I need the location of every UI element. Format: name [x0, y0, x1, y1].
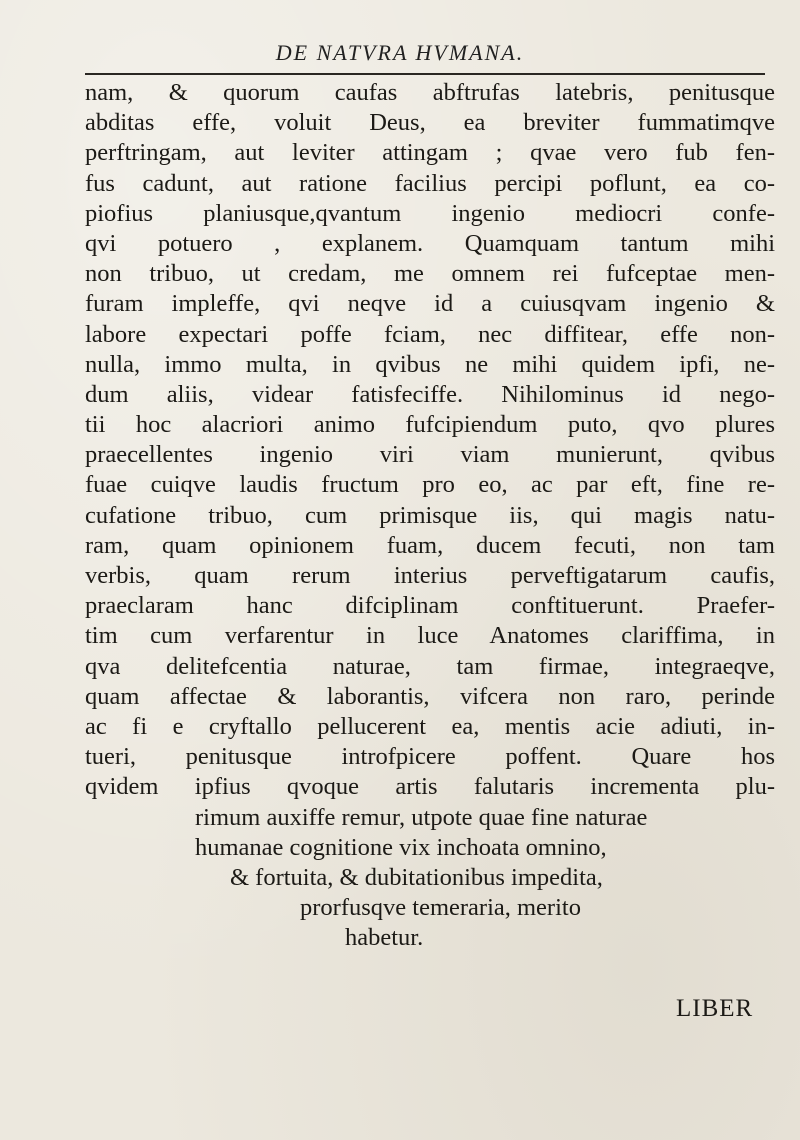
text-line: habetur. — [345, 924, 424, 952]
text-line: qvi potuero , explanem. Quamquam tantum mihi — [85, 229, 775, 257]
text-line: nam, & quorum caufas abftrufas latebris, penitusque — [85, 79, 775, 106]
text-line: tueri, penitusque introfpicere poffent. Quare hos — [85, 743, 775, 771]
text-line: rimum auxiffe remur, utpote quae fine naturae — [195, 803, 648, 831]
text-line: prorfusqve temeraria, merito — [300, 894, 581, 922]
text-line: dum aliis, videar fatisfeciffe. Nihilominus id nego- — [85, 380, 775, 408]
text-line: perftringam, aut leviter attingam ; qvae vero fub fen- — [85, 139, 775, 167]
text-line: verbis, quam rerum interius perveftigatarum caufis, — [85, 562, 775, 589]
running-head: DE NATVRA HVMANA. — [275, 40, 525, 65]
catchword: LIBER — [676, 995, 754, 1022]
header-rule — [85, 73, 765, 75]
text-line: praeclaram hanc difciplinam conftituerunt. Praefer- — [85, 592, 775, 620]
text-line: tii hoc alacriori animo fufcipiendum puto, qvo plures — [85, 411, 775, 439]
text-line: quam affectae & laborantis, vifcera non raro, perinde — [85, 682, 775, 710]
text-line: abditas effe, voluit Deus, ea breviter fummatimqve — [85, 109, 775, 137]
text-line: labore expectari poffe fciam, nec diffitear, effe non- — [85, 320, 775, 348]
text-line: ac fi e cryftallo pellucerent ea, mentis acie adiuti, in- — [85, 712, 775, 740]
text-line: fus cadunt, aut ratione facilius percipi poflunt, ea co- — [85, 169, 775, 197]
text-line: humanae cognitione vix inchoata omnino, — [195, 833, 607, 861]
text-line: ram, quam opinionem fuam, ducem fecuti, non tam — [85, 531, 775, 559]
text-line: & fortuita, & dubitationibus impedita, — [230, 863, 603, 891]
text-line: tim cum verfarentur in luce Anatomes clariffima, in — [85, 622, 775, 650]
text-line: fuae cuiqve laudis fructum pro eo, ac par eft, fine re- — [85, 471, 775, 499]
text-line: non tribuo, ut credam, me omnem rei fufceptae men- — [85, 260, 775, 288]
text-line: qva delitefcentia naturae, tam firmae, integraeqve, — [85, 652, 775, 680]
text-line: praecellentes ingenio viri viam munierunt, qvibus — [85, 441, 775, 469]
text-line: furam impleffe, qvi neqve id a cuiusqvam ingenio & — [85, 290, 775, 318]
text-line: cufatione tribuo, cum primisque iis, qui magis natu- — [85, 501, 775, 529]
body-text — [85, 78, 775, 953]
text-line: nulla, immo multa, in qvibus ne mihi quidem ipfi, ne- — [85, 350, 775, 378]
text-line: qvidem ipfius qvoque artis falutaris incrementa plu- — [85, 773, 775, 801]
text-line: piofius planiusque,qvantum ingenio mediocri confe- — [85, 199, 775, 227]
